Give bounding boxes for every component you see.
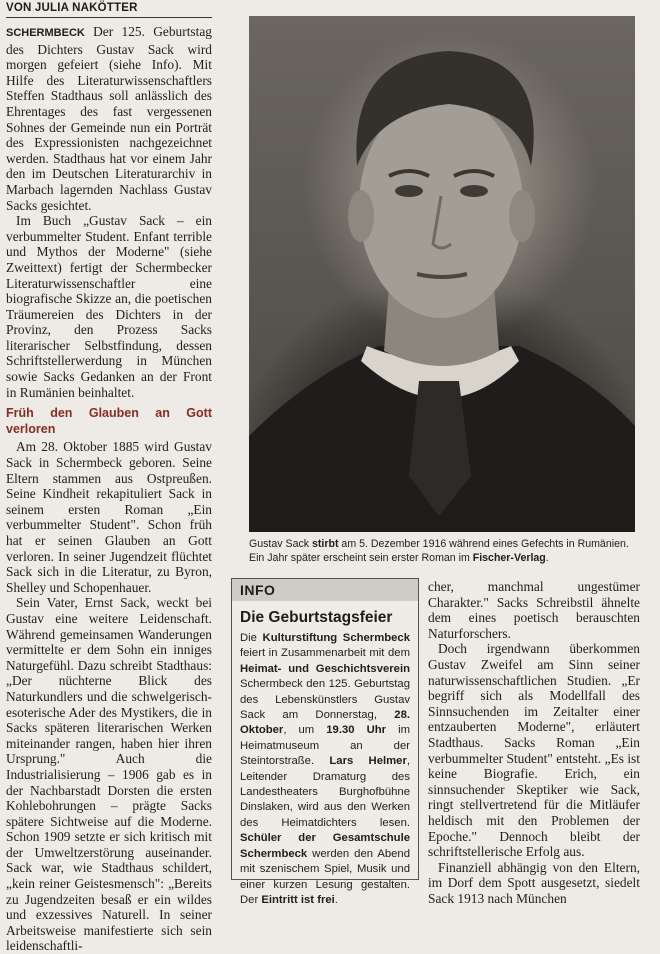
- info-text: werden den Abend mit szenischem Spiel, Musik und einer kurzen Lesung gestalten. Der: [240, 847, 410, 906]
- info-title: Die Geburtstagsfeier: [240, 609, 393, 626]
- caption-bold: Fischer-Verlag: [472, 552, 546, 564]
- article-left-column: [6, 24, 212, 954]
- byline: VON JULIA NAKÖTTER: [6, 2, 212, 18]
- info-text: Schermbeck den 125. Geburtstag des Lebenskünstlers Gustav Sack am Donnerstag,: [240, 678, 410, 722]
- info-bold: Lars Helmer: [329, 755, 407, 768]
- caption-text: am 5. Dezember 1916 während eines Gefechts in Rumänien. Ein Jahr später erscheint sein erster Roman im: [249, 538, 629, 564]
- photo-caption: [249, 537, 639, 565]
- article-right-column: [428, 579, 640, 906]
- paragraph-intro-text: Der 125. Geburtstag des Dichters Gustav Sack wird morgen gefeiert (siehe Info). Mit Hilfe des Literaturwissenschaftlers Steffen Stadthaus soll anlässlich des Ehrentages des fast vergessenen Sohnes der Gemeinde nun ein Porträt des Expressionisten nachgezeichnet werden. Stadthaus hat vor einem Jahr den im Deutschen Literaturarchiv in Marbach lagernden Nachlass Gustav Sacks gesichtet.: [6, 24, 212, 213]
- caption-bold: stirbt: [312, 538, 339, 550]
- paragraph-intro: [6, 24, 212, 213]
- info-bold: Eintritt ist frei: [261, 893, 335, 906]
- info-text: im Heimatmuseum an der Steintorstraße.: [240, 724, 411, 768]
- portrait-illustration: [249, 16, 635, 532]
- info-tag: INFO: [232, 579, 418, 601]
- caption-text: Gustav Sack: [249, 538, 312, 550]
- info-bold: 28. Oktober: [240, 709, 410, 737]
- info-text: feiert in Zusammenarbeit mit dem: [240, 647, 410, 660]
- info-text: Die: [240, 632, 263, 644]
- info-text: , um: [283, 724, 327, 737]
- info-bold: Kulturstiftung Schermbeck: [262, 632, 410, 644]
- caption-text: .: [545, 552, 549, 564]
- paragraph-munich: Finanziell abhängig von den Eltern, im Dorf dem Spott ausgesetzt, siedelt Sack 1913 nach München: [428, 859, 640, 906]
- paragraph-childhood: Am 28. Oktober 1885 wird Gustav Sack in Schermbeck geboren. Seine Eltern stammen aus Ostpreußen. Seine Kindheit rekapituliert Sack in seinem ersten Roman „Ein verbummelter Student". Schon früh hat er seinen Glauben an Gott verloren. In seiner Jugendzeit flüchtet Sack sich in die Literatur, zu Byron, Shelley und Schopenhauer.: [6, 439, 212, 595]
- paragraph-doubts: Doch irgendwann überkommen Gustav Zweifel am Sinn seiner naturwissenschaftlichen Studien. „Er begriff sich als Modellfall des Sinnsuchenden im Zeitalter einer entzauberten Moderne", erläutert Stadthaus. Sacks Roman „Ein verbummelter Student" entsteht. „Es ist keine Biografie. Erich, ein sinnsuchender Skeptiker wie Sack, ringt stellvertretend für die Mitläufer heldisch mit den Problemen der Epoche." Dennoch bleibt der schriftstellerische Erfolg aus.: [428, 641, 640, 860]
- info-text: , Leitender Dramaturg des Landestheaters Burghofbühne Dinslaken, wird aus den Werken des Heimatdichters lesen.: [240, 755, 410, 829]
- info-bold: Heimat- und Geschichtsverein: [240, 662, 410, 675]
- portrait-photo: [249, 16, 635, 532]
- info-bold: Schüler der Gesamtschule Schermbeck: [240, 832, 410, 860]
- info-body: [240, 631, 410, 908]
- subheading: Früh den Glauben an Gott verloren: [6, 406, 212, 436]
- info-bold: 19.30 Uhr: [326, 724, 387, 737]
- info-text: .: [334, 893, 338, 906]
- paragraph-book: Im Buch „Gustav Sack – ein verbummelter Student. Enfant terrible und Mythos der Moderne" (siehe Zweittext) fertigt der Schermbecker Literaturwissenschaftler eine biografische Skizze an, die poetischen Träumereien des Dichters in der Provinz, den Prozess Sacks literarischer Selbstfindung, dessen Schriftstellerwerdung in München sowie Sacks Gedanken an der Front in Rumänien beinhaltet.: [6, 213, 212, 400]
- info-box: [231, 578, 419, 906]
- dateline: SCHERMBECK: [6, 27, 85, 39]
- paragraph-father: Sein Vater, Ernst Sack, weckt bei Gustav eine weitere Leidenschaft. Während gemeinsamen Wanderungen vermittelte er dem Sohn ein inniges Naturgefühl. Dazu schreibt Stadthaus: „Der nüchterne Blick des Naturkundlers und die schwelgerisch-esoterische Ader des Mystikers, die in Sacks späteren literarischen Werken miteinander rangen, haben hier ihren Ursprung." Auch die Industrialisierung – 1906 gab es in der Nachbarstadt Dorsten die ersten Kohlebohrungen – prägte Sacks spätere Sichtweise auf die Moderne. Schon 1909 setzte er sich kritisch mit der Umweltzerstörung auseinander. Sack war, wie Stadthaus schildert, „kein reiner Geistesmensch": „Bereits zu Jugendzeiten besaß er ein wildes und exzessives Naturell. In seiner Arbeitsweise manifestierte sich sein leidenschaftli-: [6, 595, 212, 954]
- paragraph-character: cher, manchmal ungestümer Charakter." Sacks Schreibstil ähnelte dem eines poetisch berauschten Naturforschers.: [428, 579, 640, 641]
